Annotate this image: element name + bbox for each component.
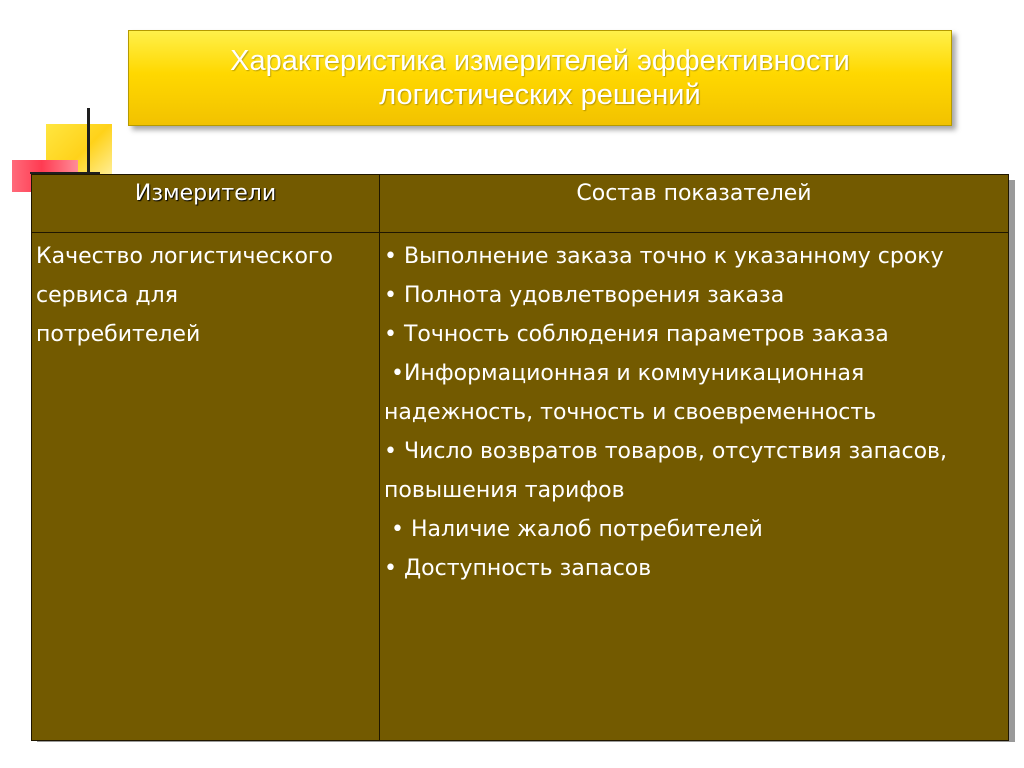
header-indicators [380, 175, 1009, 233]
indicator-item: • Доступность запасов [384, 556, 652, 581]
indicators-cell [380, 233, 1009, 741]
measures-table [31, 174, 1009, 741]
indicator-item: • Наличие жалоб потребителей [384, 517, 763, 542]
table-container [31, 174, 1009, 741]
indicator-item: • Выполнение заказа точно к указанному сроку [384, 244, 944, 269]
decor-vertical-line [87, 108, 90, 178]
slide-title: Характеристика измерителей эффективности логистических решений [230, 45, 850, 111]
header-indicators-label: Состав показателей [576, 181, 812, 206]
indicator-item: • Полнота удовлетворения заказа [384, 283, 785, 308]
indicator-item: • Точность соблюдения параметров заказа [384, 322, 889, 347]
header-measures [32, 175, 380, 233]
header-measures-label: Измерители [134, 181, 277, 206]
measure-label: Качество логистического сервиса для потребителей [36, 244, 333, 347]
indicator-item: • Число возвратов товаров, отсутствия запасов, повышения тарифов [384, 439, 947, 503]
table-header-row [32, 175, 1009, 233]
indicator-item: •Информационная и коммуникационная надежность, точность и своевременность [384, 361, 877, 425]
title-banner [128, 30, 952, 126]
table-row [32, 233, 1009, 741]
measure-cell [32, 233, 380, 741]
